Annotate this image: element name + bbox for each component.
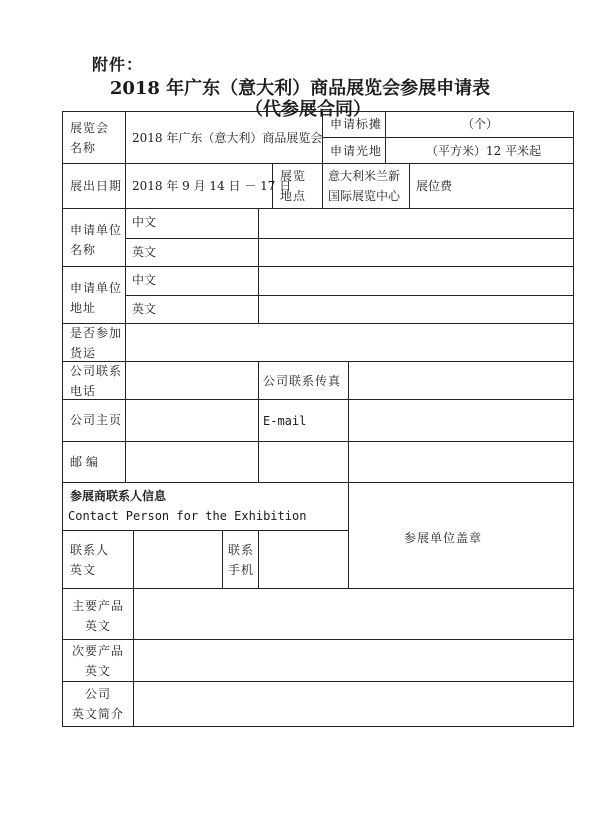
contact-mobile-label: 联系 手机 — [228, 543, 255, 577]
company-phone-label: 公司联系 电话 — [70, 364, 123, 398]
exhibition-name-value: 2018 年广东（意大利）商品展览会 — [132, 131, 323, 145]
applicant-address-chinese-label: 中文 — [132, 273, 157, 287]
seal-label: 参展单位盖章 — [404, 531, 483, 545]
company-fax-label: 公司联系传真 — [263, 374, 342, 388]
raw-space-label: 申请光地 — [330, 144, 383, 158]
raw-space-value: （平方米）12 平米起 — [426, 144, 542, 158]
applicant-name-english-label: 英文 — [132, 245, 157, 259]
email-label: E-mail — [263, 414, 307, 428]
form-subtitle: （代参展合同） — [245, 99, 371, 120]
form-title: 2018 年广东（意大利）商品展览会参展申请表 — [109, 78, 491, 99]
contact-info-heading-en: Contact Person for the Exhibition — [68, 509, 307, 523]
exhibition-name-label: 展览会 名称 — [70, 121, 110, 155]
dates-value: 2018 年 9 月 14 日 － 17 日 — [132, 179, 292, 193]
booth-value: （个） — [461, 117, 498, 131]
venue-label: 展览 地点 — [280, 169, 307, 203]
secondary-products-label: 次要产品 英文 — [71, 644, 124, 678]
main-products-label: 主要产品 英文 — [71, 599, 124, 633]
company-profile-label: 公司 英文简介 — [71, 687, 124, 721]
shipping-label: 是否参加 货运 — [70, 326, 123, 360]
dates-label: 展出日期 — [70, 179, 123, 193]
booth-fee-label: 展位费 — [416, 179, 453, 193]
attachment-label: 附件： — [92, 55, 144, 74]
postcode-label: 邮 编 — [70, 455, 98, 469]
applicant-address-label: 申请单位 地址 — [70, 281, 123, 315]
booth-label: 申请标摊 — [330, 117, 383, 131]
applicant-address-english-label: 英文 — [132, 302, 157, 316]
applicant-name-chinese-label: 中文 — [132, 215, 157, 229]
contact-person-label: 联系人 英文 — [70, 543, 110, 577]
homepage-label: 公司主页 — [70, 413, 123, 427]
venue-value: 意大利米兰新 国际展览中心 — [328, 169, 401, 203]
applicant-name-label: 申请单位 名称 — [70, 223, 123, 257]
contact-info-heading-cn: 参展商联系人信息 — [70, 489, 167, 503]
